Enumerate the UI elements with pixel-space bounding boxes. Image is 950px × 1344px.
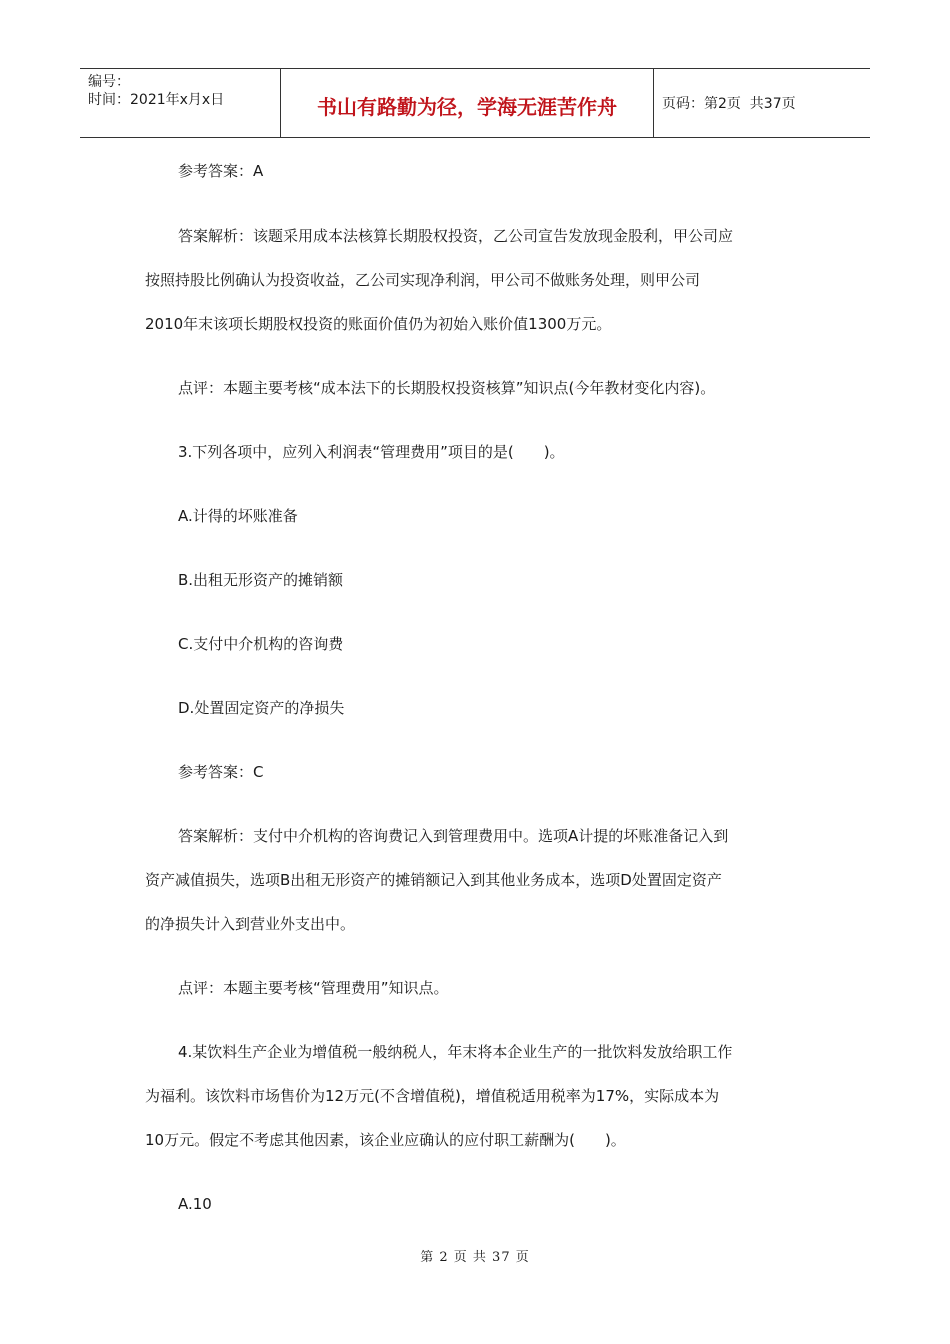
option-b: B.出租无形资产的摊销额 [178, 571, 344, 589]
document-number-label: 编号： [88, 74, 130, 90]
option-a: A.计得的坏账准备 [178, 507, 298, 525]
question-text: 3.下列各项中，应列入利润表“管理费用”项目的是( )。 [178, 443, 565, 461]
reference-answer: 参考答案：C [178, 763, 264, 781]
option-a: A.10 [178, 1195, 212, 1213]
page-info-text: 页码：第2页 共37页 [662, 96, 796, 112]
header-meta [80, 69, 281, 137]
reference-answer: 参考答案：A [178, 162, 264, 180]
answer-explanation-line: 答案解析：该题采用成本法核算长期股权投资，乙公司宣告发放现金股利，甲公司应 [178, 227, 734, 245]
header-motto: 书山有路勤为径，学海无涯苦作舟 [281, 69, 654, 137]
answer-explanation-line: 的净损失计入到营业外支出中。 [145, 915, 356, 933]
document-date: 时间：2021年x月x日 [88, 92, 225, 108]
answer-explanation-line: 资产减值损失，选项B出租无形资产的摊销额记入到其他业务成本，选项D处置固定资产 [145, 871, 722, 889]
answer-explanation-line: 按照持股比例确认为投资收益，乙公司实现净利润，甲公司不做账务处理，则甲公司 [145, 271, 701, 289]
page-footer: 第 2 页 共 37 页 [420, 1250, 530, 1265]
option-c: C.支付中介机构的咨询费 [178, 635, 344, 653]
answer-explanation-line: 答案解析：支付中介机构的咨询费记入到管理费用中。选项A计提的坏账准备记入到 [178, 827, 729, 845]
answer-explanation-line: 2010年末该项长期股权投资的账面价值仍为初始入账价值1300万元。 [145, 315, 612, 333]
question-text: 为福利。该饮料市场售价为12万元(不含增值税)，增值税适用税率为17%，实际成本为 [145, 1087, 720, 1105]
header-page-info [654, 69, 870, 137]
comment: 点评：本题主要考核“成本法下的长期股权投资核算”知识点(今年教材变化内容)。 [178, 379, 716, 397]
comment: 点评：本题主要考核“管理费用”知识点。 [178, 979, 449, 997]
option-d: D.处置固定资产的净损失 [178, 699, 345, 717]
question-text: 10万元。假定不考虑其他因素，该企业应确认的应付职工薪酬为( )。 [145, 1131, 626, 1149]
question-text: 4.某饮料生产企业为增值税一般纳税人，年末将本企业生产的一批饮料发放给职工作 [178, 1043, 733, 1061]
page-header [80, 68, 870, 138]
